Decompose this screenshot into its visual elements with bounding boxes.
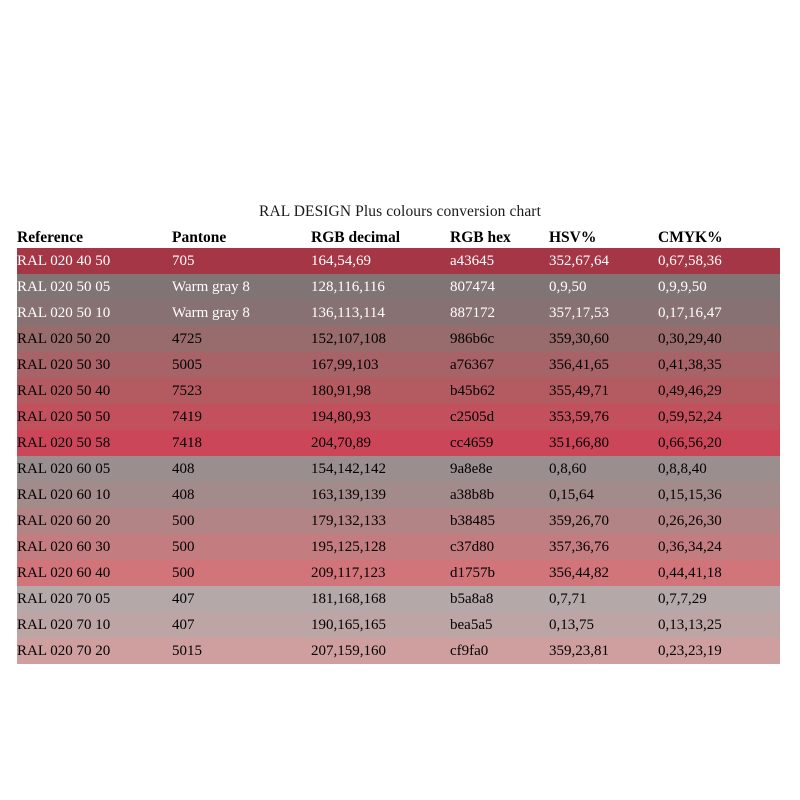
cell-reference: RAL 020 40 50 (17, 253, 111, 269)
cell-rgb-hex: c37d80 (450, 539, 495, 555)
cell-hsv: 356,44,82 (549, 565, 609, 581)
cell-rgb-decimal: 154,142,142 (311, 461, 386, 477)
cell-rgb-hex: b5a8a8 (450, 591, 494, 607)
cell-rgb-hex: c2505d (450, 409, 495, 425)
column-header-hsv: HSV% (549, 228, 658, 248)
cell-rgb-decimal: 163,139,139 (311, 487, 386, 503)
cell-rgb-hex: b45b62 (450, 383, 495, 399)
cell-cmyk: 0,9,9,50 (658, 279, 707, 295)
cell-hsv: 357,17,53 (549, 305, 609, 321)
cell-hsv: 0,8,60 (549, 461, 587, 477)
cell-cmyk: 0,23,23,19 (658, 643, 722, 659)
cell-cmyk: 0,7,7,29 (658, 591, 707, 607)
cell-cmyk: 0,30,29,40 (658, 331, 722, 347)
cell-hsv: 359,30,60 (549, 331, 609, 347)
cell-reference: RAL 020 50 30 (17, 357, 111, 373)
cell-rgb-decimal: 194,80,93 (311, 409, 371, 425)
cell-cmyk: 0,66,56,20 (658, 435, 722, 451)
cell-pantone: Warm gray 8 (172, 279, 250, 295)
cell-pantone: 5015 (172, 643, 202, 659)
page-title: RAL DESIGN Plus colours conversion chart (259, 203, 541, 220)
table-body (17, 248, 780, 664)
cell-hsv: 357,36,76 (549, 539, 609, 555)
cell-rgb-decimal: 164,54,69 (311, 253, 371, 269)
column-header-pantone: Pantone (172, 228, 311, 248)
table-row (17, 534, 780, 560)
cell-pantone: 4725 (172, 331, 202, 347)
cell-rgb-decimal: 204,70,89 (311, 435, 371, 451)
cell-hsv: 356,41,65 (549, 357, 609, 373)
cell-reference: RAL 020 50 50 (17, 409, 111, 425)
cell-hsv: 355,49,71 (549, 383, 609, 399)
cell-cmyk: 0,44,41,18 (658, 565, 722, 581)
cell-rgb-decimal: 179,132,133 (311, 513, 386, 529)
cell-hsv: 359,26,70 (549, 513, 609, 529)
cell-rgb-decimal: 195,125,128 (311, 539, 386, 555)
column-header-rgb-hex: RGB hex (450, 228, 549, 248)
cell-pantone: 500 (172, 513, 195, 529)
table-row (17, 326, 780, 352)
cell-reference: RAL 020 50 05 (17, 279, 111, 295)
cell-rgb-hex: 807474 (450, 279, 495, 295)
cell-rgb-decimal: 209,117,123 (311, 565, 386, 581)
cell-pantone: 500 (172, 539, 195, 555)
cell-pantone: Warm gray 8 (172, 305, 250, 321)
column-header-rgb-decimal: RGB decimal (311, 228, 450, 248)
cell-rgb-decimal: 128,116,116 (311, 279, 385, 295)
cell-pantone: 407 (172, 617, 195, 633)
cell-cmyk: 0,59,52,24 (658, 409, 722, 425)
table-header (17, 228, 780, 248)
column-header-cmyk: CMYK% (658, 228, 780, 248)
cell-pantone: 7419 (172, 409, 202, 425)
cell-cmyk: 0,49,46,29 (658, 383, 722, 399)
cell-rgb-hex: d1757b (450, 565, 495, 581)
cell-rgb-decimal: 180,91,98 (311, 383, 371, 399)
table-header-row (17, 228, 780, 248)
cell-cmyk: 0,13,13,25 (658, 617, 722, 633)
table-row (17, 352, 780, 378)
cell-reference: RAL 020 50 58 (17, 435, 111, 451)
cell-reference: RAL 020 70 10 (17, 617, 111, 633)
cell-rgb-decimal: 152,107,108 (311, 331, 386, 347)
cell-hsv: 0,15,64 (549, 487, 594, 503)
cell-pantone: 408 (172, 461, 195, 477)
cell-pantone: 5005 (172, 357, 202, 373)
cell-hsv: 0,7,71 (549, 591, 587, 607)
cell-rgb-decimal: 136,113,114 (311, 305, 385, 321)
cell-rgb-hex: 9a8e8e (450, 461, 493, 477)
cell-pantone: 407 (172, 591, 195, 607)
cell-reference: RAL 020 70 20 (17, 643, 111, 659)
table-row (17, 248, 780, 274)
cell-rgb-decimal: 190,165,165 (311, 617, 386, 633)
cell-rgb-hex: 887172 (450, 305, 495, 321)
cell-rgb-hex: a43645 (450, 253, 495, 269)
cell-cmyk: 0,15,15,36 (658, 487, 722, 503)
cell-pantone: 705 (172, 253, 195, 269)
cell-rgb-hex: bea5a5 (450, 617, 493, 633)
table-row (17, 560, 780, 586)
cell-hsv: 353,59,76 (549, 409, 609, 425)
cell-rgb-hex: cf9fa0 (450, 643, 489, 659)
cell-cmyk: 0,17,16,47 (658, 305, 722, 321)
cell-rgb-decimal: 181,168,168 (311, 591, 386, 607)
cell-reference: RAL 020 50 20 (17, 331, 111, 347)
cell-rgb-decimal: 207,159,160 (311, 643, 386, 659)
table-row (17, 638, 780, 664)
table-row (17, 378, 780, 404)
cell-hsv: 352,67,64 (549, 253, 609, 269)
cell-hsv: 0,13,75 (549, 617, 594, 633)
cell-reference: RAL 020 60 20 (17, 513, 111, 529)
cell-cmyk: 0,26,26,30 (658, 513, 722, 529)
cell-reference: RAL 020 60 10 (17, 487, 111, 503)
cell-hsv: 0,9,50 (549, 279, 587, 295)
table-row (17, 430, 780, 456)
cell-reference: RAL 020 60 30 (17, 539, 111, 555)
cell-rgb-hex: cc4659 (450, 435, 494, 451)
column-header-reference: Reference (17, 228, 172, 248)
table-row (17, 274, 780, 300)
table-row (17, 586, 780, 612)
cell-pantone: 408 (172, 487, 195, 503)
table-row (17, 456, 780, 482)
cell-rgb-decimal: 167,99,103 (311, 357, 379, 373)
table-row (17, 482, 780, 508)
cell-hsv: 351,66,80 (549, 435, 609, 451)
table-row (17, 404, 780, 430)
table-row (17, 300, 780, 326)
cell-rgb-hex: b38485 (450, 513, 495, 529)
cell-reference: RAL 020 50 10 (17, 305, 111, 321)
table-row (17, 612, 780, 638)
cell-reference: RAL 020 70 05 (17, 591, 111, 607)
cell-reference: RAL 020 60 40 (17, 565, 111, 581)
cell-pantone: 7418 (172, 435, 202, 451)
cell-rgb-hex: 986b6c (450, 331, 495, 347)
cell-reference: RAL 020 50 40 (17, 383, 111, 399)
cell-pantone: 500 (172, 565, 195, 581)
cell-rgb-hex: a38b8b (450, 487, 495, 503)
ral-conversion-table (17, 228, 780, 664)
cell-rgb-hex: a76367 (450, 357, 495, 373)
cell-cmyk: 0,67,58,36 (658, 253, 722, 269)
cell-pantone: 7523 (172, 383, 202, 399)
cell-cmyk: 0,36,34,24 (658, 539, 722, 555)
cell-hsv: 359,23,81 (549, 643, 609, 659)
cell-cmyk: 0,41,38,35 (658, 357, 722, 373)
cell-cmyk: 0,8,8,40 (658, 461, 707, 477)
cell-reference: RAL 020 60 05 (17, 461, 111, 477)
table-row (17, 508, 780, 534)
